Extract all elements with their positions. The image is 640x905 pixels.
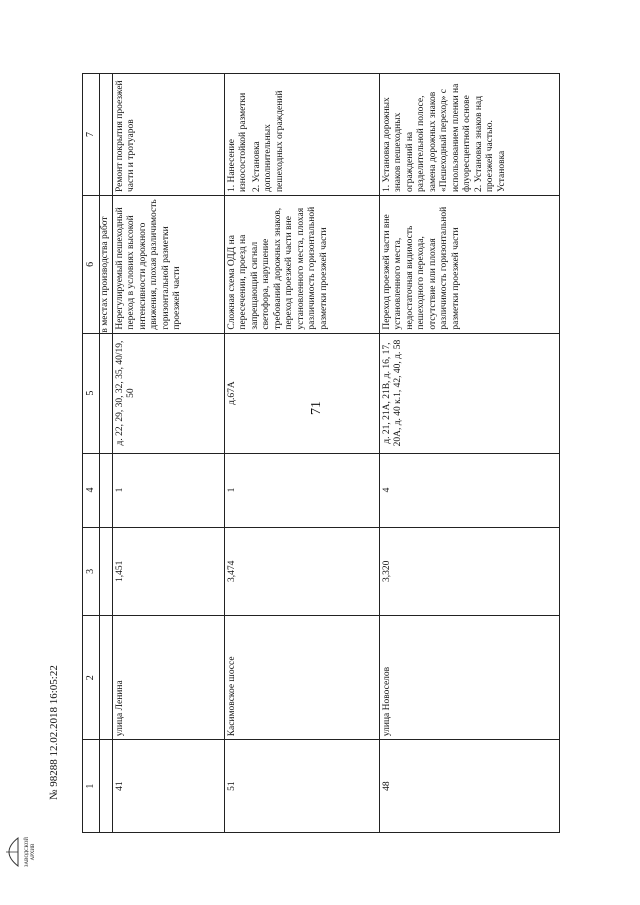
- document-stamp: № 98288 12.02.2018 16:05:22: [48, 665, 60, 800]
- carryover-cell: [100, 616, 113, 740]
- section-length: 3,474: [224, 527, 379, 616]
- header-cell-2: 2: [83, 616, 100, 740]
- street-name: Касимовское шоссе: [224, 616, 379, 740]
- page-number: 71: [309, 401, 324, 415]
- problem-description: Переход проезжей части вне установленного места, недостаточная видимость пешеходного перехода, отсутствие или плохая различимость горизонтальной разметки проезжей части: [379, 196, 559, 334]
- problem-description: Нерегулируемый пешеходный переход в условиях высокой интенсивности дорожного движения, плохая различимость горизонтальной разметки проезжей части: [112, 196, 224, 334]
- house-addresses: д. 21, 21А, 21В, д. 16, 17, 20А, д. 40 к.1, 42, 40, д. 58: [379, 333, 559, 453]
- section-length: 3,320: [379, 527, 559, 616]
- house-addresses: д. 22, 29, 30, 32, 35, 40/19, 50: [112, 333, 224, 453]
- header-cell-5: 5: [83, 333, 100, 453]
- header-cell-7: 7: [83, 74, 100, 196]
- data-table: [82, 73, 560, 833]
- measure-item: 1. Установка дорожных знаков пешеходных ограждений на разделительной полосе, замена дорожных знаков «Пешеходный переход» с использованием пленки на флуоресцентной основе: [381, 83, 472, 193]
- crossing-count: 4: [379, 453, 559, 527]
- table-row: [112, 74, 224, 833]
- rotated-table-wrapper: [82, 73, 547, 833]
- logo-line: ЗАВОДСКОЙ: [25, 837, 30, 867]
- problem-description: Сложная схема ОДД на пересечении, проезд на запрещающий сигнал светофора, нарушение требований дорожных знаков, переход проезжей части вне установленного места, плохая различимость горизонтальной разметки проезжей части: [224, 196, 379, 334]
- measure-item: Ремонт покрытия проезжей части и тротуаров: [114, 80, 136, 193]
- carryover-cell: [100, 527, 113, 616]
- header-cell-1: 1: [83, 740, 100, 833]
- street-name: улица Новоселов: [379, 616, 559, 740]
- measure-item: 1. Нанесение износостойкой разметки: [226, 92, 248, 193]
- measures-cell: [112, 74, 224, 196]
- street-name: улица Ленина: [112, 616, 224, 740]
- section-length: 1,451: [112, 527, 224, 616]
- carryover-cell: [100, 740, 113, 833]
- carryover-cell: [100, 74, 113, 196]
- measure-item: 2. Установка дополнительных пешеходных ограждений: [251, 90, 285, 193]
- crossing-count: 1: [224, 453, 379, 527]
- measure-item: 2. Установка знаков над проезжей частью. Установка: [473, 95, 507, 193]
- header-row: [83, 74, 100, 833]
- carryover-problem: в местах производства работ: [100, 196, 113, 334]
- measures-cell: [224, 74, 379, 196]
- house-addresses: д.67А: [224, 333, 379, 453]
- header-cell-6: 6: [83, 196, 100, 334]
- row-number: 48: [379, 740, 559, 833]
- row-number: 51: [224, 740, 379, 833]
- crossing-count: 1: [112, 453, 224, 527]
- table-row: [224, 74, 379, 833]
- carryover-cell: [100, 333, 113, 453]
- emblem-icon: [0, 834, 20, 870]
- carryover-row: [100, 74, 113, 833]
- measures-cell: [379, 74, 559, 196]
- logo-line: АРХИВ: [31, 843, 36, 861]
- header-cell-4: 4: [83, 453, 100, 527]
- header-cell-3: 3: [83, 527, 100, 616]
- row-number: 41: [112, 740, 224, 833]
- archive-logo: [0, 834, 48, 870]
- carryover-cell: [100, 453, 113, 527]
- table-row: [379, 74, 559, 833]
